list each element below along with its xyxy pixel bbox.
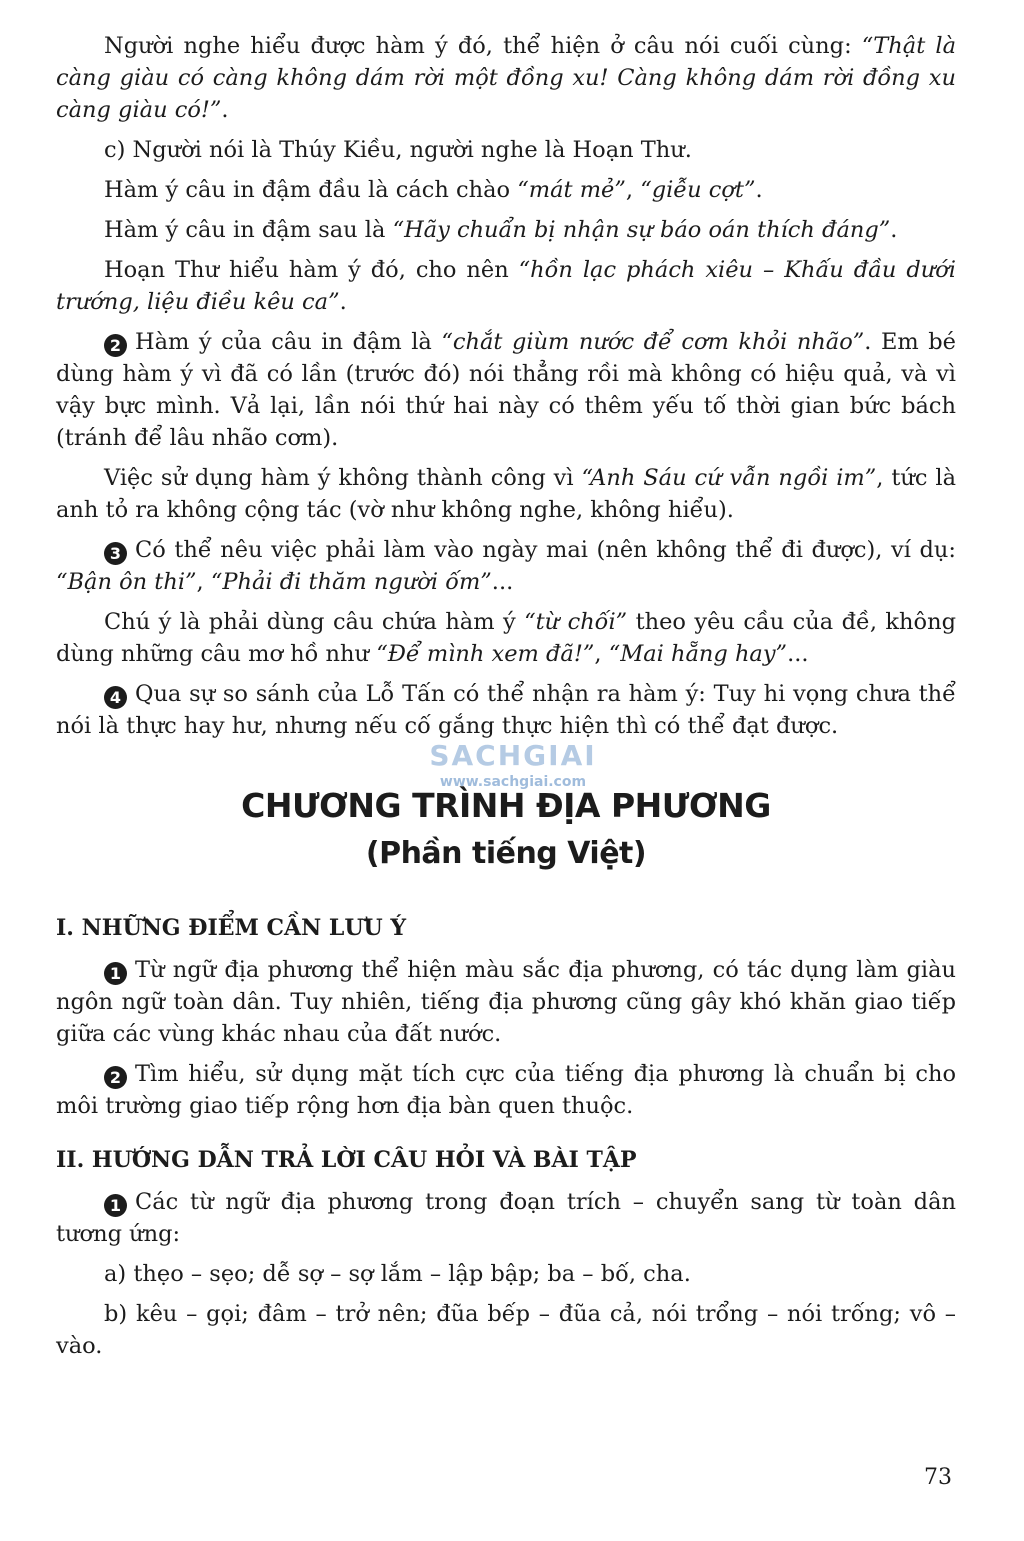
text: ... xyxy=(787,641,809,667)
text: . xyxy=(221,97,229,123)
quote: “hồn lạc phách xiêu – Khấu đầu dưới trướng, liệu điều kêu ca” xyxy=(56,257,956,315)
quote: “chắt giùm nước để cơm khỏi nhão” xyxy=(441,329,865,355)
text: , xyxy=(196,569,211,595)
section-heading: II. HƯỚNG DẪN TRẢ LỜI CÂU HỎI VÀ BÀI TẬP xyxy=(56,1147,637,1173)
quote: “Phải đi thăm người ốm” xyxy=(210,569,492,595)
text: . xyxy=(755,177,763,203)
quote: “Mai hẵng hay” xyxy=(608,641,788,667)
sub-item-a: a) thẹo – sẹo; dễ sợ – sợ lắm – lập bập; ba – bố, cha. xyxy=(104,1261,691,1287)
text: Các từ ngữ địa phương trong đoạn trích – chuyển sang từ toàn dân tương ứng: xyxy=(56,1189,956,1247)
quote: “Thật là càng giàu có càng không dám rời một đồng xu! Càng không dám rời đồng xu càng giàu có!” xyxy=(56,33,956,123)
sub-item-b: b) kêu – gọi; đâm – trở nên; đũa bếp – đũa cả, nói trổng – nói trống; vô – vào. xyxy=(56,1301,956,1359)
section-heading: I. NHỮNG ĐIỂM CẦN LƯU Ý xyxy=(56,915,407,941)
paragraph xyxy=(56,30,956,126)
paragraph xyxy=(56,606,956,670)
quote: “từ chối” xyxy=(524,609,628,635)
text: Chú ý là phải dùng câu chứa hàm ý xyxy=(104,609,525,635)
number-badge-icon: 2 xyxy=(104,334,127,357)
quote: “mát mẻ” xyxy=(517,177,626,203)
page-body xyxy=(56,30,956,1370)
text: theo yêu cầu của đề, không dùng những câu mơ hồ như xyxy=(56,609,956,667)
list-item xyxy=(56,1186,956,1250)
quote: “Bận ôn thi” xyxy=(56,569,197,595)
text: , xyxy=(594,641,609,667)
number-badge-icon: 1 xyxy=(104,962,127,985)
text: Hoạn Thư hiểu hàm ý đó, cho nên xyxy=(104,257,519,283)
number-badge-icon: 1 xyxy=(104,1194,127,1217)
text: , xyxy=(625,177,641,203)
text: Từ ngữ địa phương thể hiện màu sắc địa phương, có tác dụng làm giàu ngôn ngữ toàn dân. Tuy nhiên, tiếng địa phương cũng gây khó khăn giao tiếp giữa các vùng khác nhau của đất nước. xyxy=(56,957,956,1047)
text: , tức là anh tỏ ra không cộng tác (vờ như không nghe, không hiểu). xyxy=(56,465,956,523)
number-badge-icon: 2 xyxy=(104,1066,127,1089)
quote: “Anh Sáu cứ vẫn ngồi im” xyxy=(581,465,877,491)
text: Qua sự so sánh của Lỗ Tấn có thể nhận ra hàm ý: Tuy hi vọng chưa thể nói là thực hay hư, nhưng nếu cố gắng thực hiện thì có thể đạt được. xyxy=(56,681,956,739)
text: Hàm ý câu in đậm đầu là cách chào xyxy=(104,177,518,203)
text: ... xyxy=(491,569,514,595)
paragraph xyxy=(56,462,956,526)
answer-3 xyxy=(56,534,956,598)
quote: “Để mình xem đã!” xyxy=(376,641,595,667)
paragraph xyxy=(56,214,956,246)
text: . xyxy=(339,289,347,315)
number-badge-icon: 3 xyxy=(104,542,127,565)
chapter-subtitle: (Phần tiếng Việt) xyxy=(365,836,647,871)
answer-4 xyxy=(56,678,956,742)
text: Người nghe hiểu được hàm ý đó, thể hiện ở câu nói cuối cùng: xyxy=(104,33,862,59)
watermark-logo: SACHGIAI xyxy=(429,739,597,772)
quote: “giễu cợt” xyxy=(640,177,756,203)
text: Tìm hiểu, sử dụng mặt tích cực của tiếng địa phương là chuẩn bị cho môi trường giao tiếp rộng hơn địa bàn quen thuộc. xyxy=(56,1061,956,1119)
list-item xyxy=(56,954,956,1050)
paragraph xyxy=(56,254,956,318)
text: Có thể nêu việc phải làm vào ngày mai (nên không thể đi được), ví dụ: xyxy=(135,537,956,563)
page-number: 73 xyxy=(924,1465,952,1490)
list-item xyxy=(56,1058,956,1122)
answer-2 xyxy=(56,326,956,454)
chapter-title-text: CHƯƠNG TRÌNH ĐỊA PHƯƠNG xyxy=(241,786,771,825)
quote: “Hãy chuẩn bị nhận sự báo oán thích đáng” xyxy=(392,217,891,243)
text: Hàm ý câu in đậm sau là xyxy=(104,217,393,243)
text: . xyxy=(890,217,898,243)
paragraph: c) Người nói là Thúy Kiều, người nghe là Hoạn Thư. xyxy=(104,137,692,163)
chapter-title xyxy=(56,782,956,878)
watermark-url: www.sachgiai.com xyxy=(439,774,587,790)
number-badge-icon: 4 xyxy=(104,686,127,709)
text: . Em bé dùng hàm ý vì đã có lần (trước đó) nói thẳng rồi mà không có hiệu quả, và vì vậy bực mình. Vả lại, lần nói thứ hai này có thêm yếu tố thời gian bức bách (tránh để lâu nhão cơm). xyxy=(56,329,956,451)
text: Hàm ý của câu in đậm là xyxy=(135,329,442,355)
paragraph xyxy=(56,174,956,206)
text: Việc sử dụng hàm ý không thành công vì xyxy=(104,465,582,491)
